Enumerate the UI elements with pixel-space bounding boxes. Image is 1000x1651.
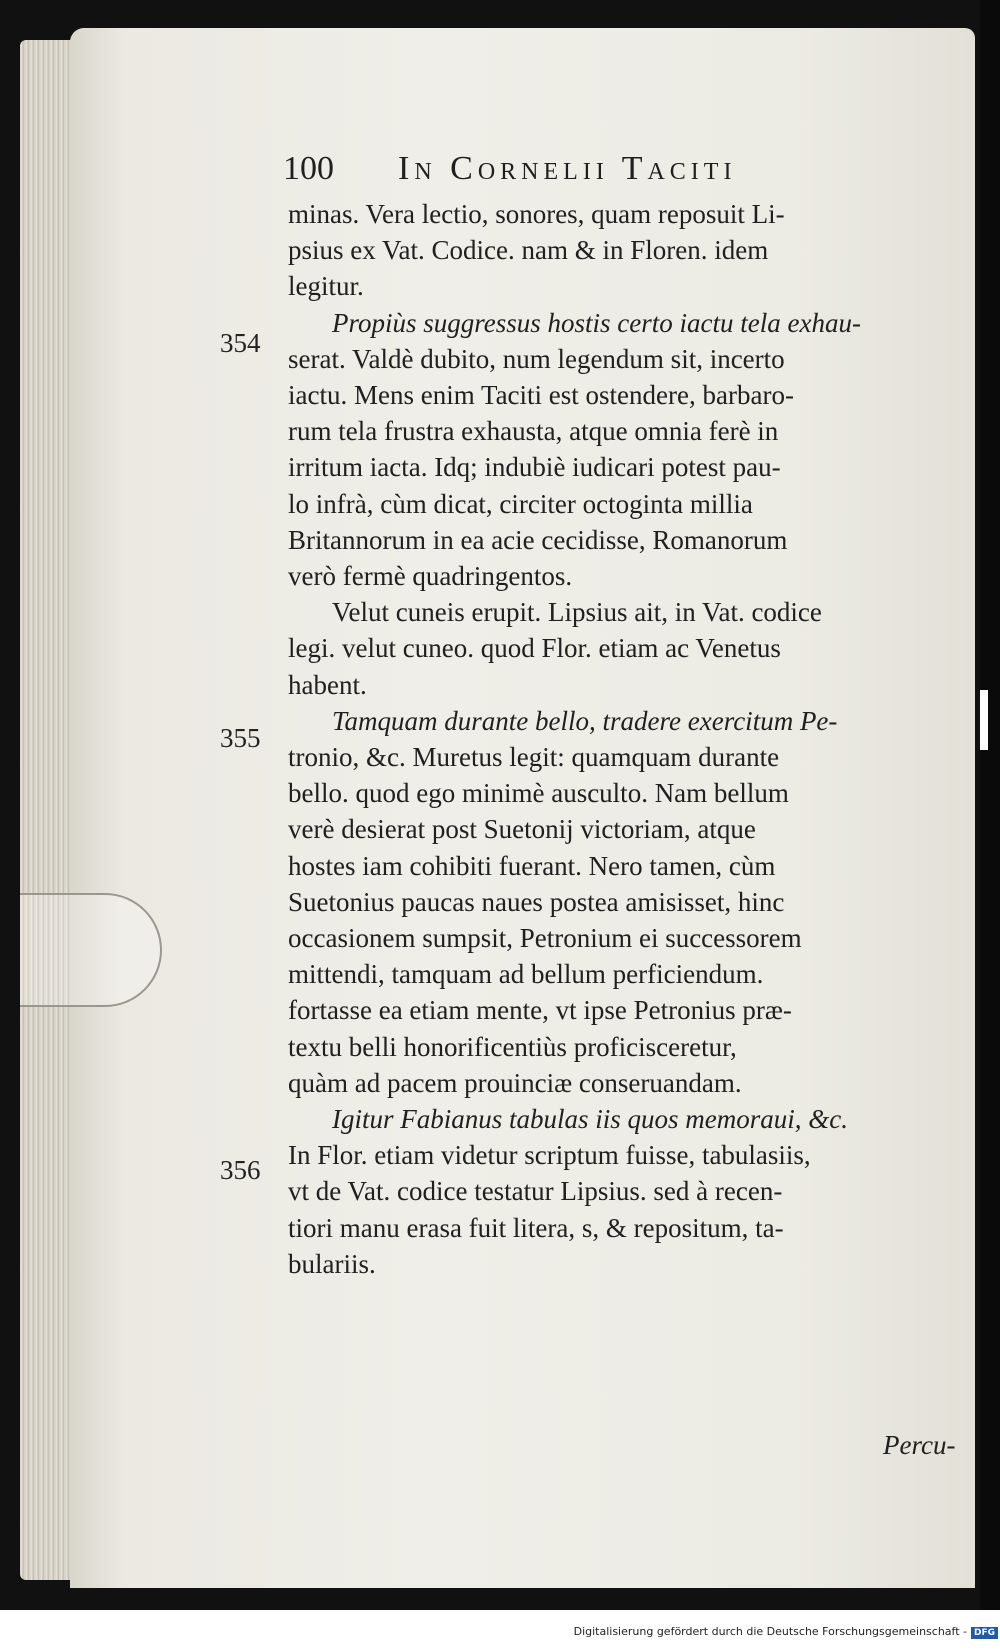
- page-tab-marker: [20, 893, 162, 1007]
- text-line: quàm ad pacem prouinciæ conseruandam.: [288, 1067, 742, 1098]
- text-line: minas. Vera lectio, sonores, quam reposuit Li-: [288, 199, 785, 229]
- text-line: legi. velut cuneo. quod Flor. etiam ac Venetus: [288, 633, 781, 664]
- text-line: verè desierat post Suetonij victoriam, atque: [288, 814, 756, 845]
- footer-credit: Digitalisierung gefördert durch die Deutsche Forschungsgemeinschaft -: [573, 1625, 967, 1638]
- text-line: Igitur Fabianus tabulas iis quos memoraui, &c.: [332, 1104, 849, 1135]
- text-line: lo infrà, cùm dicat, circiter octoginta millia: [288, 488, 753, 519]
- scan-right-edge: [980, 0, 1000, 1610]
- text-line: serat. Valdè dubito, num legendum sit, incerto: [288, 343, 785, 374]
- text-line: Tamquam durante bello, tradere exercitum Pe-: [332, 705, 838, 736]
- text-line: mittendi, tamquam ad bellum perficiendum.: [288, 959, 764, 990]
- text-line: tiori manu erasa fuit litera, s, & repositum, ta-: [288, 1212, 784, 1243]
- text-block: [288, 196, 968, 1282]
- text-line: hostes iam cohibiti fuerant. Nero tamen, cùm: [288, 850, 776, 881]
- text-line: rum tela frustra exhausta, atque omnia ferè in: [288, 416, 779, 447]
- dfg-logo-icon: DFG: [971, 1627, 998, 1639]
- text-line: textu belli honorificentiùs proficisceretur,: [288, 1031, 737, 1062]
- running-header: [283, 150, 943, 198]
- text-line: psius ex Vat. Codice. nam & in Floren. idem: [288, 235, 769, 266]
- margin-number-356: 356: [220, 1155, 261, 1185]
- margin-number-354: 354: [220, 328, 261, 358]
- text-line: vt de Vat. codice testatur Lipsius. sed à recen-: [288, 1176, 783, 1207]
- footer: [0, 1625, 1000, 1645]
- running-title: In Cornelii Taciti: [398, 150, 737, 187]
- text-line: bulariis.: [288, 1248, 376, 1279]
- text-line: Britannorum in ea acie cecidisse, Romanorum: [288, 524, 788, 555]
- text-line: Suetonius paucas naues postea amisisset, hinc: [288, 886, 785, 917]
- page-number: 100: [283, 150, 334, 187]
- catchword: Percu-: [883, 1430, 956, 1460]
- margin-number-355: 355: [220, 723, 261, 753]
- text-line: iactu. Mens enim Taciti est ostendere, barbaro-: [288, 380, 794, 411]
- text-line: Velut cuneis erupit. Lipsius ait, in Vat. codice: [332, 597, 822, 628]
- text-line: tronio, &c. Muretus legit: quamquam durante: [288, 742, 780, 773]
- text-line: verò fermè quadringentos.: [288, 561, 573, 592]
- text-line: legitur.: [288, 271, 364, 302]
- text-line: fortasse ea etiam mente, vt ipse Petronius præ-: [288, 995, 792, 1026]
- text-line: occasionem sumpsit, Petronium ei successorem: [288, 923, 802, 954]
- text-line: irritum iacta. Idq; indubiè iudicari potest pau-: [288, 452, 781, 483]
- text-line: Propiùs suggressus hostis certo iactu tela exhau-: [332, 307, 861, 338]
- scan-edge-mark: [980, 690, 988, 750]
- text-line: habent.: [288, 669, 367, 700]
- text-line: In Flor. etiam videtur scriptum fuisse, tabulasiis,: [288, 1140, 811, 1171]
- text-line: bello. quod ego minimè ausculto. Nam bellum: [288, 778, 789, 809]
